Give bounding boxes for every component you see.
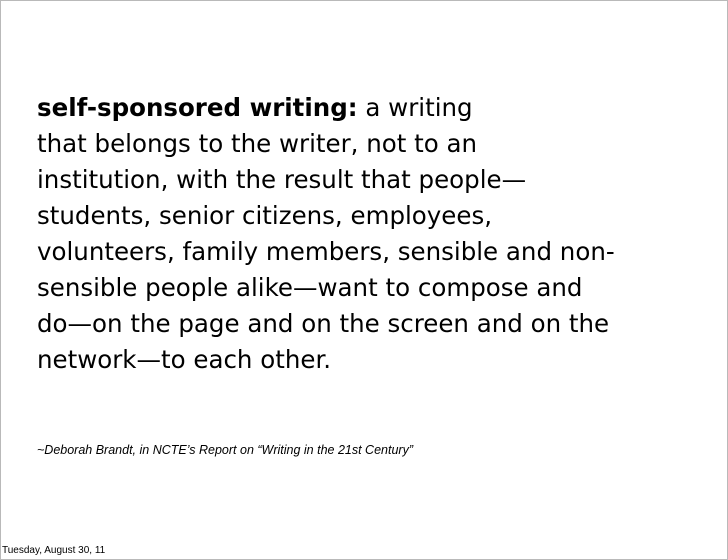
definition-line: students, senior citizens, employees, bbox=[37, 201, 492, 230]
definition-line: that belongs to the writer, not to an bbox=[37, 129, 478, 158]
definition-quote bbox=[37, 90, 709, 378]
definition-line: network—to each other. bbox=[37, 345, 332, 374]
definition-line: sensible people alike—want to compose and bbox=[37, 273, 583, 302]
quote-line-1 bbox=[37, 90, 709, 126]
footer-date: Tuesday, August 30, 11 bbox=[2, 545, 106, 556]
definition-line: do—on the page and on the screen and on the bbox=[37, 309, 610, 338]
definition-line: institution, with the result that people— bbox=[37, 165, 527, 194]
quote-attribution: ~Deborah Brandt, in NCTE’s Report on “Writing in the 21st Century” bbox=[37, 443, 413, 457]
definition-line: volunteers, family members, sensible and non- bbox=[37, 237, 615, 266]
defined-term: self-sponsored writing: bbox=[37, 93, 358, 122]
definition-line: a writing bbox=[357, 93, 473, 122]
